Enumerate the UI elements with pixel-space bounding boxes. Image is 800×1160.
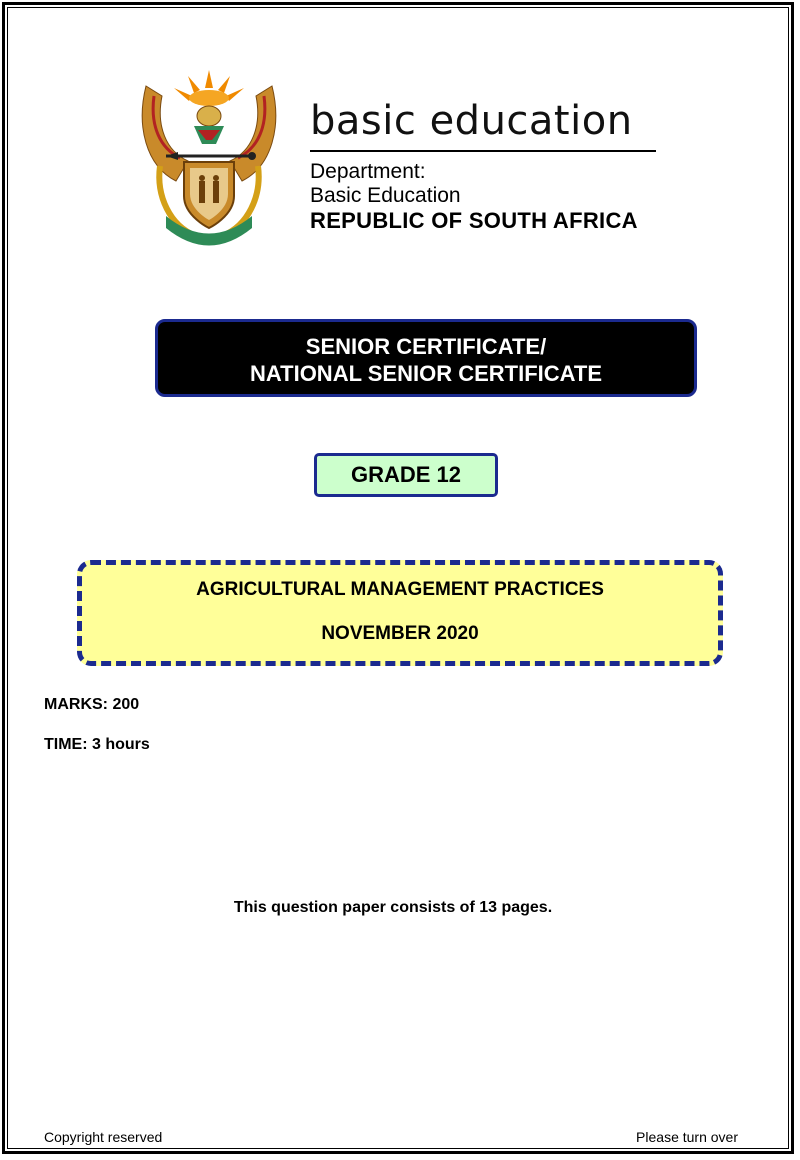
time-info: TIME: 3 hours xyxy=(44,736,150,753)
grade-badge: GRADE 12 xyxy=(314,453,498,497)
footer-copyright: Copyright reserved xyxy=(44,1129,163,1145)
certificate-line-2: NATIONAL SENIOR CERTIFICATE xyxy=(250,361,602,386)
brand-block xyxy=(310,96,660,234)
marks-info: MARKS: 200 xyxy=(44,696,140,713)
department-label: Department: xyxy=(310,160,426,183)
subject-name: AGRICULTURAL MANAGEMENT PRACTICES xyxy=(196,579,604,600)
footer-turn-over: Please turn over xyxy=(636,1129,738,1145)
page-count-note: This question paper consists of 13 pages. xyxy=(233,899,553,916)
brand-title: basic education xyxy=(310,96,656,152)
country-name: REPUBLIC OF SOUTH AFRICA xyxy=(310,208,638,233)
subject-panel xyxy=(77,560,723,666)
certificate-line-1: SENIOR CERTIFICATE/ xyxy=(305,334,547,359)
certificate-banner xyxy=(155,319,697,397)
department-name: Basic Education xyxy=(310,184,461,207)
exam-session: NOVEMBER 2020 xyxy=(321,623,479,644)
coat-of-arms-icon xyxy=(136,66,282,246)
